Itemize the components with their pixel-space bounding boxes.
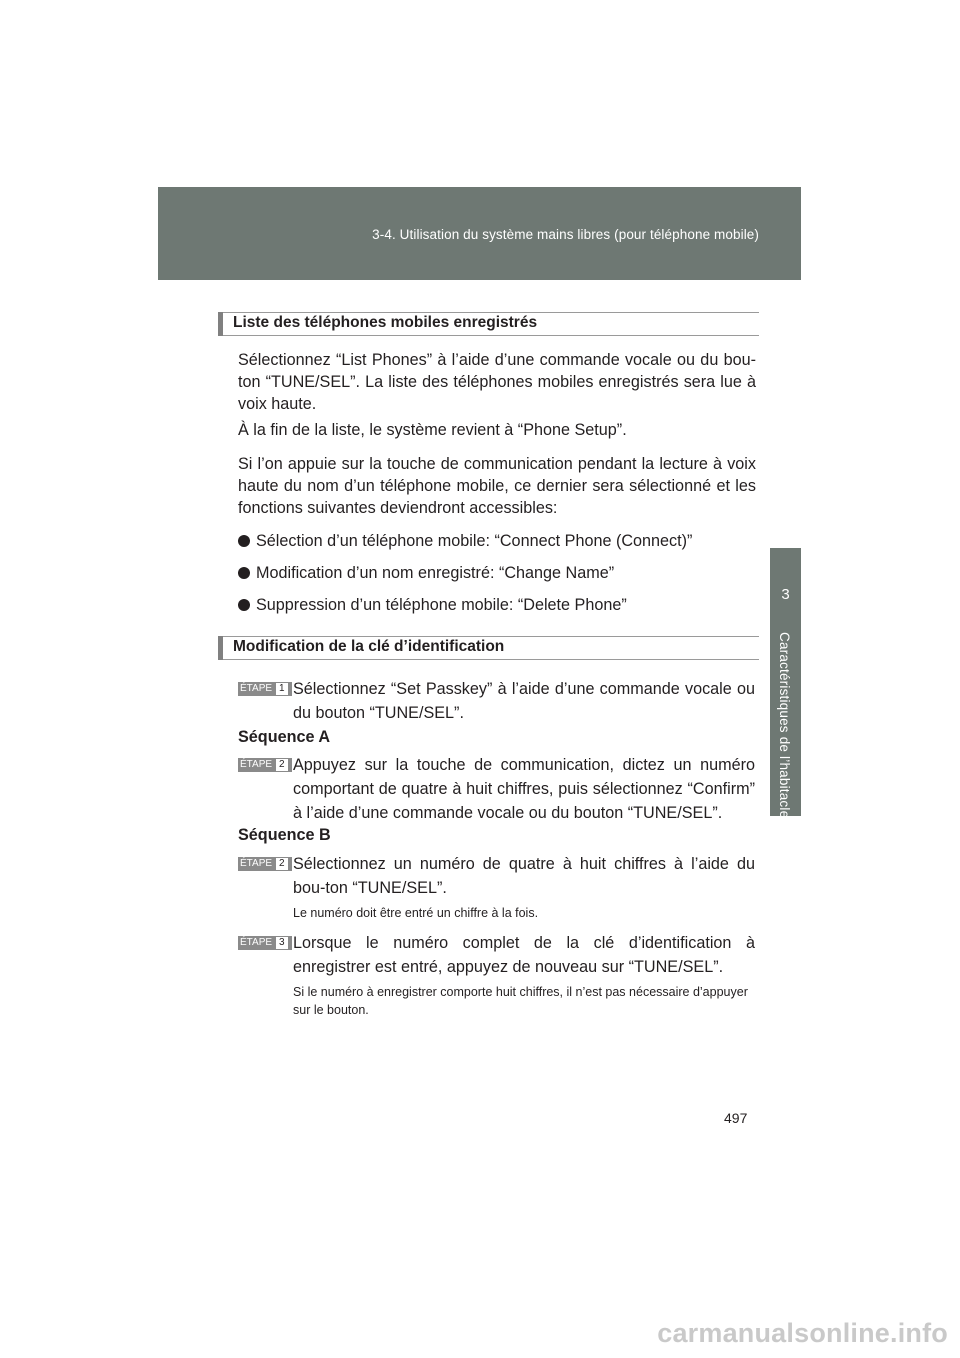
list-item: Suppression d’un téléphone mobile: “Delete Phone” [238, 594, 627, 616]
paragraph-talk-switch: Si l’on appuie sur la touche de communication pendant la lecture à voix haute du nom d’un téléphone mobile, ce dernier sera sélectionné et les fonctions suivantes deviendront accessibles: [238, 455, 756, 517]
page-number: 497 [724, 1110, 748, 1126]
chapter-number: 3 [781, 586, 790, 603]
step-3-note: Si le numéro à enregistrer comporte huit chiffres, il n’est pas nécessaire d’appuyer sur le bouton. [293, 985, 748, 1017]
sequence-b-heading: Séquence B [238, 826, 331, 844]
step-1-text: Sélectionnez “Set Passkey” à l’aide d’une commande vocale ou du bouton “TUNE/SEL”. [293, 680, 755, 722]
chapter-title: 3-4. Utilisation du système mains libres (pour téléphone mobile) [372, 227, 759, 242]
heading-accent-bar [218, 636, 223, 660]
chapter-side-label: Caractéristiques de l’habitacle [777, 632, 792, 819]
step-2a-text: Appuyez sur la touche de communication, dictez un numéro comportant de quatre à huit chiffres, puis sélectionnez “Confirm” à l’aide d’une commande vocale ou du bouton “TUNE/SEL”. [293, 756, 755, 822]
step-2b-text: Sélectionnez un numéro de quatre à huit chiffres à l’aide du bou-ton “TUNE/SEL”. [293, 855, 755, 897]
sequence-a-heading: Séquence A [238, 728, 331, 746]
paragraph-end-of-list: À la fin de la liste, le système revient à “Phone Setup”. [238, 421, 627, 439]
list-item: Sélection d’un téléphone mobile: “Connect Phone (Connect)” [238, 530, 692, 552]
paragraph-list-phones: Sélectionnez “List Phones” à l’aide d’une commande vocale ou du bou-ton “TUNE/SEL”. La liste des téléphones mobiles enregistrés sera lue à voix haute. [238, 351, 756, 413]
step-badge: ÉTAPE 1 [238, 682, 292, 696]
bullet-icon [238, 599, 250, 611]
bullet-icon [238, 567, 250, 579]
section-heading-passkey [218, 636, 759, 660]
step-badge: ÉTAPE 2 [238, 758, 292, 772]
step-badge: ÉTAPE 2 [238, 857, 292, 871]
step-2b-note: Le numéro doit être entré un chiffre à la fois. [293, 906, 539, 920]
bullet-icon [238, 535, 250, 547]
heading-accent-bar [218, 312, 223, 336]
watermark: carmanualsonline.info [657, 1318, 948, 1348]
chapter-header [158, 187, 801, 280]
section-heading-text: Modification de la clé d’identification [233, 638, 505, 655]
step-badge: ÉTAPE 3 [238, 936, 292, 950]
section-heading-registered-phones [218, 312, 759, 336]
list-item: Modification d’un nom enregistré: “Change Name” [238, 562, 614, 584]
section-heading-text: Liste des téléphones mobiles enregistrés [233, 314, 538, 331]
step-3-text: Lorsque le numéro complet de la clé d’identification à enregistrer est entré, appuyez de nouveau sur “TUNE/SEL”. [293, 934, 755, 976]
